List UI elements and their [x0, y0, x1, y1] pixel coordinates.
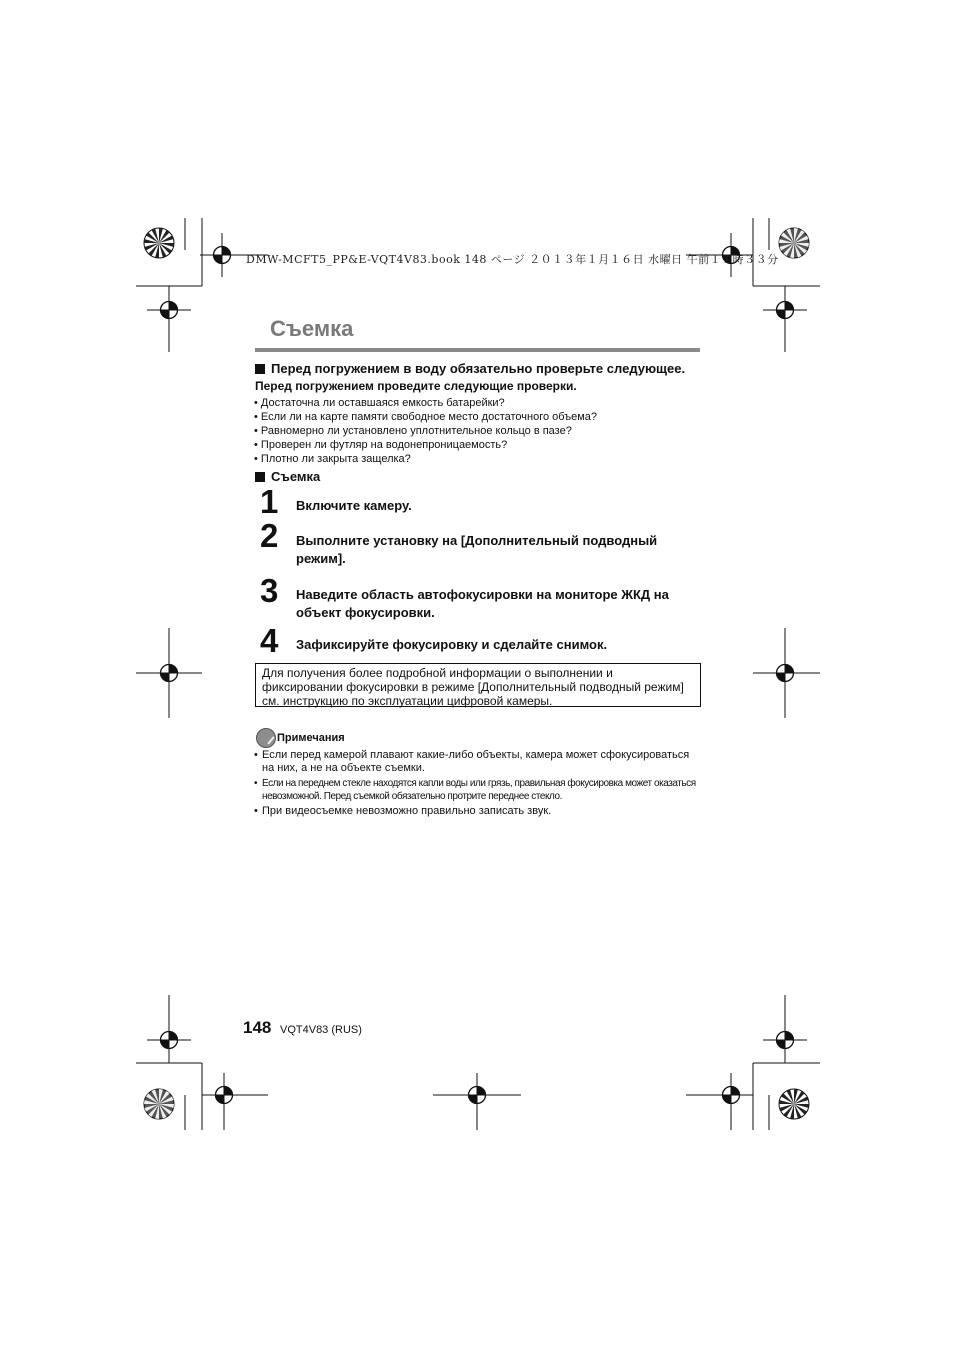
title-rule	[255, 348, 700, 352]
step-text: Включите камеру.	[296, 498, 412, 513]
list-item: • Равномерно ли установлено уплотнительное кольцо в пазе?	[254, 425, 572, 437]
note-pencil-icon	[256, 728, 276, 748]
list-item: • Достаточна ли оставшаяся емкость батарейки?	[254, 397, 505, 409]
step-text: Наведите область автофокусировки на мониторе ЖКД на объект фокусировки.	[296, 587, 669, 620]
step-number: 2	[260, 517, 279, 554]
list-item: • Если на переднем стекле находятся капли воды или грязь, правильная фокусировка может оказаться невозможной. Перед съемкой обязательно протрите переднее стекло.	[254, 777, 704, 803]
list-item: • Проверен ли футляр на водонепроницаемость?	[254, 439, 508, 451]
book-header-line: DMW-MCFT5_PP&E-VQT4V83.book 148 ページ ２０１３年１月１６日 水曜日 午前１１時３３分	[246, 253, 779, 266]
step-text: Выполните установку на [Дополнительный подводный режим].	[296, 533, 658, 566]
step-number: 3	[260, 572, 279, 609]
notes-list	[254, 749, 704, 820]
page-title: Съемка	[270, 316, 354, 341]
list-item: • Если ли на карте памяти свободное место достаточного объема?	[254, 411, 597, 423]
list-item: • При видеосъемке невозможно правильно записать звук.	[254, 805, 704, 818]
shooting-heading-text: Съемка	[271, 469, 321, 484]
step-number: 1	[260, 483, 279, 520]
notes-label: Примечания	[277, 732, 345, 744]
square-bullet-icon	[255, 364, 265, 374]
pre-dive-heading	[255, 361, 685, 376]
pre-dive-heading-text: Перед погружением в воду обязательно проверьте следующее.	[271, 361, 686, 376]
list-item: • Плотно ли закрыта защелка?	[254, 453, 411, 465]
page-number: 148	[243, 1018, 272, 1037]
step-text: Зафиксируйте фокусировку и сделайте снимок.	[296, 637, 608, 652]
list-item: • Если перед камерой плавают какие-либо объекты, камера может сфокусироваться на них, а не на объекте съемки.	[254, 749, 704, 775]
square-bullet-icon	[255, 472, 265, 482]
step-number: 4	[260, 622, 279, 659]
info-box: Для получения более подробной информации о выполнении и фиксировании фокусировки в режиме [Дополнительный подводный режим] см. инструкцию по эксплуатации цифровой камеры.	[255, 663, 701, 707]
pre-dive-subheading: Перед погружением проведите следующие проверки.	[255, 379, 577, 393]
check-list	[254, 396, 597, 466]
shooting-heading	[255, 469, 320, 484]
document-code: VQT4V83 (RUS)	[280, 1024, 362, 1036]
